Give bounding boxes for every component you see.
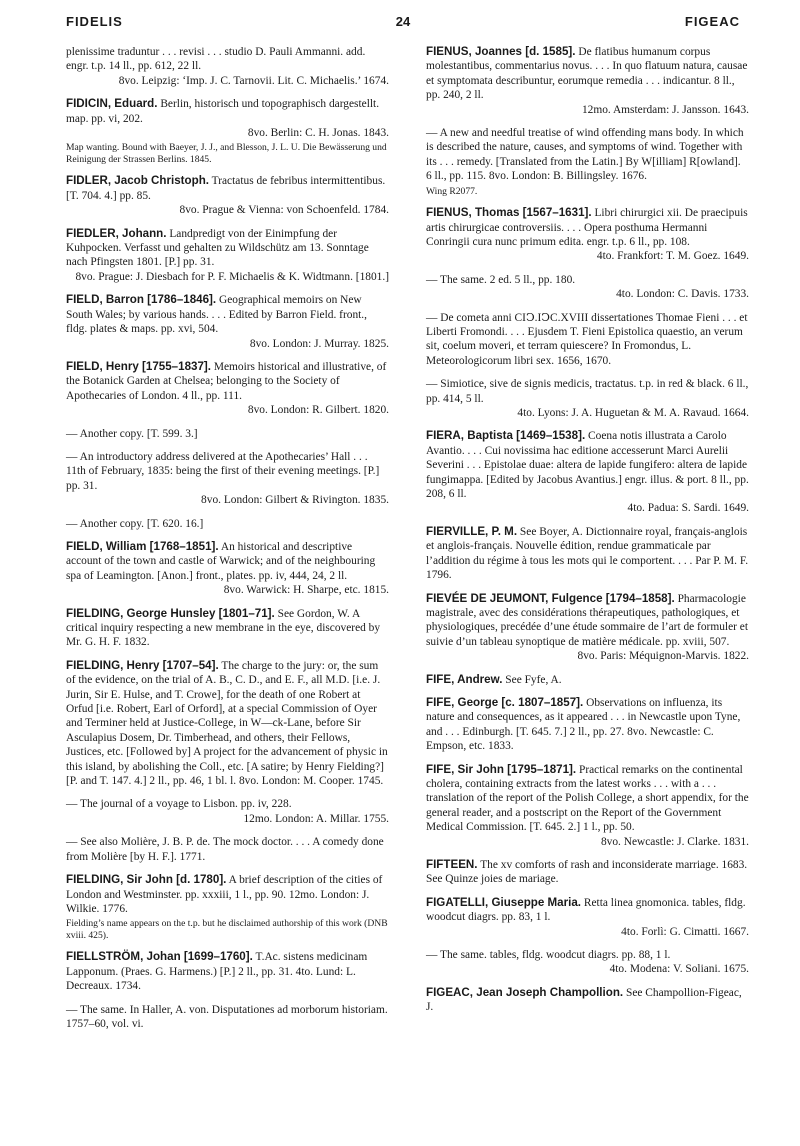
entry-heading: FIELDING, Henry [1707–54]. bbox=[66, 658, 219, 672]
entry-heading: FIENUS, Joannes [d. 1585]. bbox=[426, 45, 576, 58]
entry-body: — The journal of a voyage to Lisbon. pp. iv, 228. bbox=[66, 798, 292, 811]
entry-heading: FIERVILLE, P. M. bbox=[426, 524, 518, 538]
right-column bbox=[426, 45, 749, 1024]
left-column bbox=[66, 45, 389, 1040]
catalog-entry bbox=[426, 311, 749, 369]
entry-imprint: 8vo. London: Gilbert & Rivington. 1835. bbox=[201, 494, 389, 507]
entry-imprint: 8vo. Warwick: H. Sharpe, etc. 1815. bbox=[223, 584, 389, 597]
entry-note: Fielding’s name appears on the t.p. but he disclaimed authorship of this work (DNB xviii. 425). bbox=[66, 918, 388, 941]
entry-heading: FIENUS, Thomas [1567–1631]. bbox=[426, 206, 592, 220]
catalog-entry bbox=[426, 45, 749, 117]
entry-heading: FIEVÉE DE JEUMONT, Fulgence [1794–1858]. bbox=[426, 591, 675, 605]
entry-heading: FIFE, Sir John [1795–1871]. bbox=[426, 762, 577, 776]
catalog-entry bbox=[66, 427, 389, 441]
entry-imprint: 8vo. Newcastle: J. Clarke. 1831. bbox=[600, 835, 749, 848]
entry-note: Map wanting. Bound with Baeyer, J. J., and Blesson, J. L. U. Die Bewässerung und Reinigung der Strassen Berlins. 1845. bbox=[66, 142, 387, 165]
entry-imprint: 8vo. Prague: J. Diesbach for P. F. Michaelis & K. Widtmann. [1801.] bbox=[75, 270, 389, 283]
catalog-entry bbox=[426, 273, 749, 302]
entry-body: An historical and descriptive account of the town and castle of Warwick; and of the neighbouring spa of Leamington. [Anon.] front., plates. pp. iv, 444, 24, 2 ll. bbox=[66, 540, 376, 582]
entry-heading: FIELDING, George Hunsley [1801–71]. bbox=[66, 606, 275, 620]
entry-body: plenissime traduntur . . . revisi . . . studio D. Pauli Ammanni. add. engr. t.p. 14 ll., pp. 612, 22 ll. bbox=[66, 46, 366, 73]
entry-imprint: 8vo. London: R. Gilbert. 1820. bbox=[247, 404, 389, 417]
entry-body: — De cometa anni CIↃ.IↃC.XVIII dissertationes Thomae Fieni . . . et Liberti Fromondi. . . . Ejusdem T. Fieni Epistolica quaestio, an verum sit, coelum moveri, et terram quiescere? In Fromondus, L. Meteorologicorum libri sex. 1656, 1670. bbox=[426, 311, 748, 367]
entry-body: Geographical memoirs on New South Wales; by various hands. . . . Edited by Barron Field. front., fldg. plates & maps. pp. xvi, 504. bbox=[66, 294, 368, 336]
entry-body: — The same. 2 ed. 5 ll., pp. 180. bbox=[426, 273, 576, 286]
entry-body: — Another copy. [T. 599. 3.] bbox=[66, 427, 198, 440]
entry-body: Libri chirurgici xii. De praecipuis artis chirurgicae controversiis. . . . Opera posthuma Hermanni Conringii cura nunc primum edita. engr. t.p. 6 ll., pp. 108. bbox=[426, 207, 748, 248]
catalog-entry bbox=[426, 986, 749, 1015]
catalog-entry bbox=[426, 896, 749, 939]
entry-imprint: 8vo. Berlin: C. H. Jonas. 1843. bbox=[247, 127, 389, 140]
entry-imprint: 4to. London: C. Davis. 1733. bbox=[616, 288, 749, 301]
entry-heading: FIDLER, Jacob Christoph. bbox=[66, 174, 209, 188]
catalog-entry bbox=[66, 293, 389, 351]
catalog-entry bbox=[426, 858, 749, 887]
entry-heading: FIFE, Andrew. bbox=[426, 672, 503, 686]
entry-heading: FIFE, George [c. 1807–1857]. bbox=[426, 695, 584, 709]
entry-body: Pharmacologie magistrale, avec des considérations thérapeutiques, pathologiques, et physiologiques, precédée d’une étude sommaire de l’art de formuler et suivie d’un tableau synoptique de matière médicale. pp. xviii, 507. bbox=[426, 592, 748, 648]
catalog-entry bbox=[66, 540, 389, 598]
entry-heading: FIELD, Barron [1786–1846]. bbox=[66, 293, 217, 307]
catalog-entry bbox=[66, 1003, 389, 1032]
catalog-entry bbox=[426, 948, 749, 977]
entry-body: Retta linea gnomonica. tables, fldg. woodcut diagrs. pp. 83, 1 l. bbox=[426, 896, 746, 924]
catalog-entry bbox=[66, 950, 389, 993]
entry-body: The charge to the jury: or, the sum of the evidence, on the trial of A. B., C. D., and E. F., all M.D. [i.e. J. Jurin, Sir E. Hulse, and T. Crowe], for the death of one Robert at Orfud [i.e. Robert, Earl of Orford], at a special Commission of Oyer and Terminer held at Justice-College, in W—ck-Lane, before Sir Asculapius Dosem, Dr. Timberhead, and others, their Fellows, Justices, etc. [Followed by] A project for the advancement of physic in this island, by abolishing the Coll., etc. [A satire; by Henry Fielding?] [P. and T. 147. 4.] 2 ll., pp. 46, 1 bl. l. 8vo. London: M. Cooper. 1745. bbox=[66, 659, 388, 788]
entry-body: See Fyfe, A. bbox=[505, 673, 562, 686]
catalog-entry bbox=[426, 126, 749, 197]
entry-heading: FIGEAC, Jean Joseph Champollion. bbox=[426, 985, 624, 999]
entry-body: — The same. In Haller, A. von. Disputationes ad morborum historiam. 1757–60, vol. vi. bbox=[66, 1003, 388, 1030]
entry-heading: FIELD, Henry [1755–1837]. bbox=[66, 359, 211, 373]
entry-heading: FIEDLER, Johann. bbox=[66, 226, 167, 240]
entry-body: See Gordon, W. A critical inquiry respecting a new membrane in the eye, discovered by Mr. G. H. F. 1832. bbox=[66, 607, 381, 649]
entry-imprint: 8vo. Prague & Vienna: von Schoenfeld. 1784. bbox=[179, 204, 389, 217]
catalog-entry bbox=[426, 673, 749, 687]
catalog-entry bbox=[426, 525, 749, 583]
catalog-entry bbox=[66, 450, 389, 508]
entry-body: See Champollion-Figeac, J. bbox=[426, 986, 742, 1014]
entry-body: — Simiotice, sive de signis medicis, tractatus. t.p. in red & black. 6 ll., pp. 414, 5 ll. bbox=[426, 378, 749, 405]
entry-imprint: 8vo. Paris: Méquignon-Marvis. 1822. bbox=[577, 650, 749, 663]
catalog-entry bbox=[66, 97, 389, 165]
entry-body: — An introductory address delivered at the Apothecaries’ Hall . . . 11th of February, 1835: being the first of their evening meetings. [P.] pp. 31. bbox=[66, 450, 380, 492]
entry-body: De flatibus humanum corpus molestantibus, commentarius novus. . . . In quo flatuum natura, causae et symptomata describuntur, eorumque remedia . . . indicantur. 8 ll., pp. 240, 2 ll. bbox=[426, 46, 748, 102]
entry-body: Memoirs historical and illustrative, of the Botanick Garden at Chelsea; belonging to the Society of Apothecaries of London. 4 ll., pp. 111. bbox=[66, 360, 387, 402]
catalog-entry bbox=[66, 517, 389, 531]
page-number: 24 bbox=[395, 14, 411, 29]
entry-body: Tractatus de febribus intermittentibus. [T. 704. 4.] pp. 85. bbox=[66, 175, 386, 202]
entry-heading: FIELD, William [1768–1851]. bbox=[66, 539, 219, 553]
entry-body: — A new and needful treatise of wind offending mans body. In which is described the nature, causes, and symptoms of wind. Together with its . . . remedy. [Translated from the Latin.] By W[illiam] R[owland]. 6 ll., pp. 115. 8vo. London: B. Billingsley. 1676. bbox=[426, 127, 744, 183]
entry-body: — Another copy. [T. 620. 16.] bbox=[66, 517, 204, 530]
catalog-entry bbox=[66, 174, 389, 217]
entry-body: Berlin, historisch und topographisch dargestellt. map. pp. vi, 202. bbox=[66, 98, 380, 125]
entry-imprint: 4to. Frankfort: T. M. Goez. 1649. bbox=[596, 250, 749, 263]
entry-heading: FIDICIN, Eduard. bbox=[66, 97, 158, 111]
entry-body: A brief description of the cities of London and Westminster. pp. xxxiii, 1 l., pp. 90. 12mo. London: J. Wilkie. 1776. bbox=[66, 874, 383, 915]
entry-body: Landpredigt von der Einimpfung der Kuhpocken. Verfasst und gehalten zu Wildschütz am 13. Sonntage nach Pfingsten 1801. [P.] pp. 31. bbox=[66, 227, 369, 269]
catalog-entry bbox=[66, 45, 389, 88]
catalog-entry bbox=[426, 429, 749, 515]
entry-imprint: 12mo. London: A. Millar. 1755. bbox=[243, 812, 389, 825]
entry-heading: FIERA, Baptista [1469–1538]. bbox=[426, 429, 586, 443]
entry-body: See Boyer, A. Dictionnaire royal, français-anglois et anglois-français. Nouvelle édition, rendue grammaticale par l’addition du régime à tous les mots qui le comportent. . . . Par P. M. F. 1796. bbox=[426, 525, 749, 582]
entry-imprint: 8vo. Leipzig: ‘Imp. J. C. Tarnovii. Lit. C. Michaelis.’ 1674. bbox=[118, 74, 389, 87]
entry-body: Observations on influenza, its nature and consequences, as it appeared . . . in Newcastle upon Tyne, and . . . Edinburgh. [T. 645. 7.] 2 ll., pp. 27. 8vo. Newcastle: C. Empson, etc. 1833. bbox=[426, 696, 741, 753]
catalog-entry bbox=[66, 873, 389, 941]
catalog-entry bbox=[426, 696, 749, 754]
entry-heading: FIELLSTRÖM, Johan [1699–1760]. bbox=[66, 950, 253, 964]
catalog-entry bbox=[66, 659, 389, 789]
catalog-entry bbox=[66, 835, 389, 864]
catalog-entry bbox=[66, 227, 389, 285]
catalog-entry bbox=[66, 360, 389, 418]
running-header bbox=[66, 14, 740, 36]
entry-heading: FIGATELLI, Giuseppe Maria. bbox=[426, 895, 582, 909]
entry-imprint: 12mo. Amsterdam: J. Jansson. 1643. bbox=[581, 103, 749, 116]
entry-body: T.Ac. sistens medicinam Lapponum. (Praes. G. Harmens.) [P.] 2 ll., pp. 31. 4to. Lund: L. Decreaux. 1734. bbox=[66, 951, 368, 993]
header-right-word: FIGEAC bbox=[684, 14, 740, 29]
entry-body: Coena notis illustrata a Carolo Avantio. . . . Cui novissima hac editione accesserunt Marci Aurelii Severini . . . Epistolae duae: altera de lapide fungifero: altera de lapide fungimappa. [Edited by Jacobus Avantius.] engr. illus. & port. 8 ll., pp. 208, 6 ll. bbox=[426, 430, 749, 501]
entry-imprint: 4to. Lyons: J. A. Huguetan & M. A. Ravaud. 1664. bbox=[517, 407, 749, 420]
entry-body: Practical remarks on the continental cholera, containing extracts from the latest works . . . with a . . . translation of the report of the Polish College, a short appendix, for the general reader, and a postscript on the Report of the Government Medical Commission. [T. 645. 2.] 1 l., pp. 50. bbox=[426, 763, 749, 834]
catalog-entry bbox=[66, 797, 389, 826]
catalog-entry bbox=[426, 206, 749, 264]
entry-heading: FIFTEEN. bbox=[426, 858, 478, 871]
entry-heading: FIELDING, Sir John [d. 1780]. bbox=[66, 873, 227, 887]
entry-note: Wing R2077. bbox=[426, 185, 478, 197]
catalog-entry bbox=[426, 763, 749, 849]
entry-imprint: 4to. Modena: V. Soliani. 1675. bbox=[609, 963, 749, 976]
catalog-entry bbox=[426, 592, 749, 664]
entry-imprint: 4to. Padua: S. Sardi. 1649. bbox=[627, 502, 749, 515]
catalog-entry bbox=[426, 377, 749, 420]
entry-imprint: 8vo. London: J. Murray. 1825. bbox=[249, 337, 389, 350]
entry-body: The xv comforts of rash and inconsiderate marriage. 1683. See Quinze joies de mariage. bbox=[426, 859, 748, 886]
entry-body: — See also Molière, J. B. P. de. The mock doctor. . . . A comedy done from Molière [by H. F.]. 1771. bbox=[66, 836, 384, 863]
entry-imprint: 4to. Forlì: G. Cimatti. 1667. bbox=[621, 925, 749, 938]
header-left-word: FIDELIS bbox=[66, 14, 123, 29]
entry-body: — The same. tables, fldg. woodcut diagrs. pp. 88, 1 l. bbox=[426, 949, 671, 962]
catalog-entry bbox=[66, 607, 389, 650]
